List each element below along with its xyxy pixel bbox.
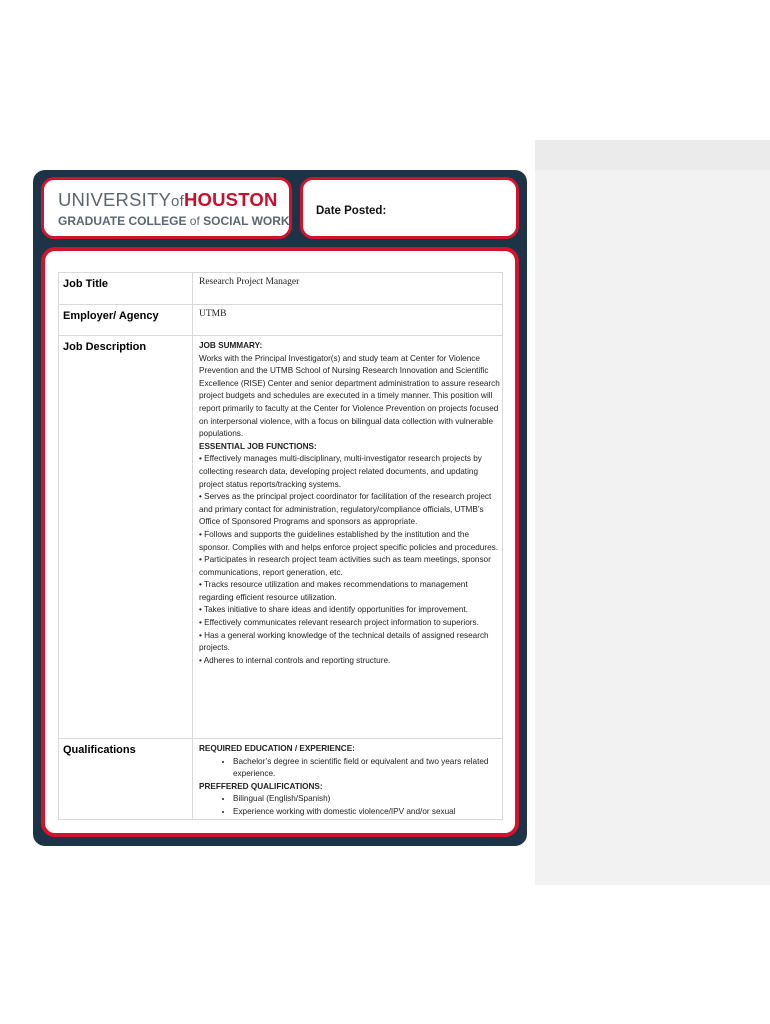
function-item: • Follows and supports the guidelines established by the institution and the sponsor. Complies with and helps enforce project specific policies and procedures. bbox=[199, 529, 499, 552]
job-description-value[interactable] bbox=[193, 336, 503, 739]
job-title-value[interactable]: Research Project Manager bbox=[193, 273, 503, 305]
qualifications-value[interactable] bbox=[193, 739, 503, 820]
function-item: • Adheres to internal controls and reporting structure. bbox=[199, 655, 391, 665]
essential-functions-heading: ESSENTIAL JOB FUNCTIONS: bbox=[199, 441, 317, 451]
table-row bbox=[59, 273, 503, 305]
logo-subtitle: GRADUATE COLLEGE of SOCIAL WORK bbox=[58, 214, 290, 228]
job-summary-text: Works with the Principal Investigator(s) and study team at Center for Violence Prevention and the UTMB School of Nursing Research Innovation and Scientific Excellence (RISE) Center and senior department administration to assure research project budgets and schedules are executed in a timely manner. This position will report primarily to faculty at the Center for Violence Prevention on projects focused on interpersonal violence, with a focus on bilingual data collection with vulnerable populations. bbox=[199, 353, 500, 439]
function-item: • Takes initiative to share ideas and identify opportunities for improvement. bbox=[199, 605, 468, 615]
preferred-item: • Experience working with domestic violence/IPV and/or sexual bbox=[233, 806, 502, 819]
preferred-item: • Bilingual (English/Spanish) bbox=[233, 793, 502, 806]
preferred-heading: PREFFERED QUALIFICATIONS: bbox=[199, 781, 323, 791]
job-title-label: Job Title bbox=[59, 273, 193, 305]
function-item: • Tracks resource utilization and makes recommendations to management regarding efficient resource utilization. bbox=[199, 580, 468, 602]
function-item: • Effectively manages multi-disciplinary, multi-investigator research projects by collecting research data, developing project related documents, and updating project status reports/tracking systems. bbox=[199, 454, 482, 489]
function-item: • Serves as the principal project coordinator for facilitation of the research project and primary contact for administration, regulatory/compliance officials, UTMB’s Office of Sponsored Programs and sponsors as appropriate. bbox=[199, 492, 492, 527]
function-item: • Effectively communicates relevant research project information to superiors. bbox=[199, 618, 479, 628]
table-row bbox=[59, 305, 503, 336]
function-item: • Has a general working knowledge of the technical details of assigned research projects. bbox=[199, 630, 489, 653]
table-row bbox=[59, 336, 503, 739]
university-logo bbox=[41, 177, 292, 239]
qualifications-label: Qualifications bbox=[59, 739, 193, 820]
table-row bbox=[59, 739, 503, 820]
job-details-table bbox=[58, 272, 503, 820]
employer-value[interactable]: UTMB bbox=[193, 305, 503, 336]
comments-pane-header bbox=[535, 140, 770, 170]
required-item: • Bachelor’s degree in scientific field or equivalent and two years related experience. bbox=[233, 756, 502, 781]
job-summary-heading: JOB SUMMARY: bbox=[199, 341, 263, 350]
date-posted-label: Date Posted: bbox=[316, 205, 387, 217]
employer-label: Employer/ Agency bbox=[59, 305, 193, 336]
date-posted-box bbox=[300, 177, 519, 239]
logo-title: UNIVERSITYofHOUSTON bbox=[58, 189, 278, 210]
job-description-label: Job Description bbox=[59, 336, 193, 739]
comments-pane bbox=[535, 140, 770, 885]
required-heading: REQUIRED EDUCATION / EXPERIENCE: bbox=[199, 744, 355, 753]
function-item: • Participates in research project team activities such as team meetings, sponsor communications, report generation, etc. bbox=[199, 555, 491, 577]
logo-houston: HOUSTON bbox=[183, 189, 278, 210]
